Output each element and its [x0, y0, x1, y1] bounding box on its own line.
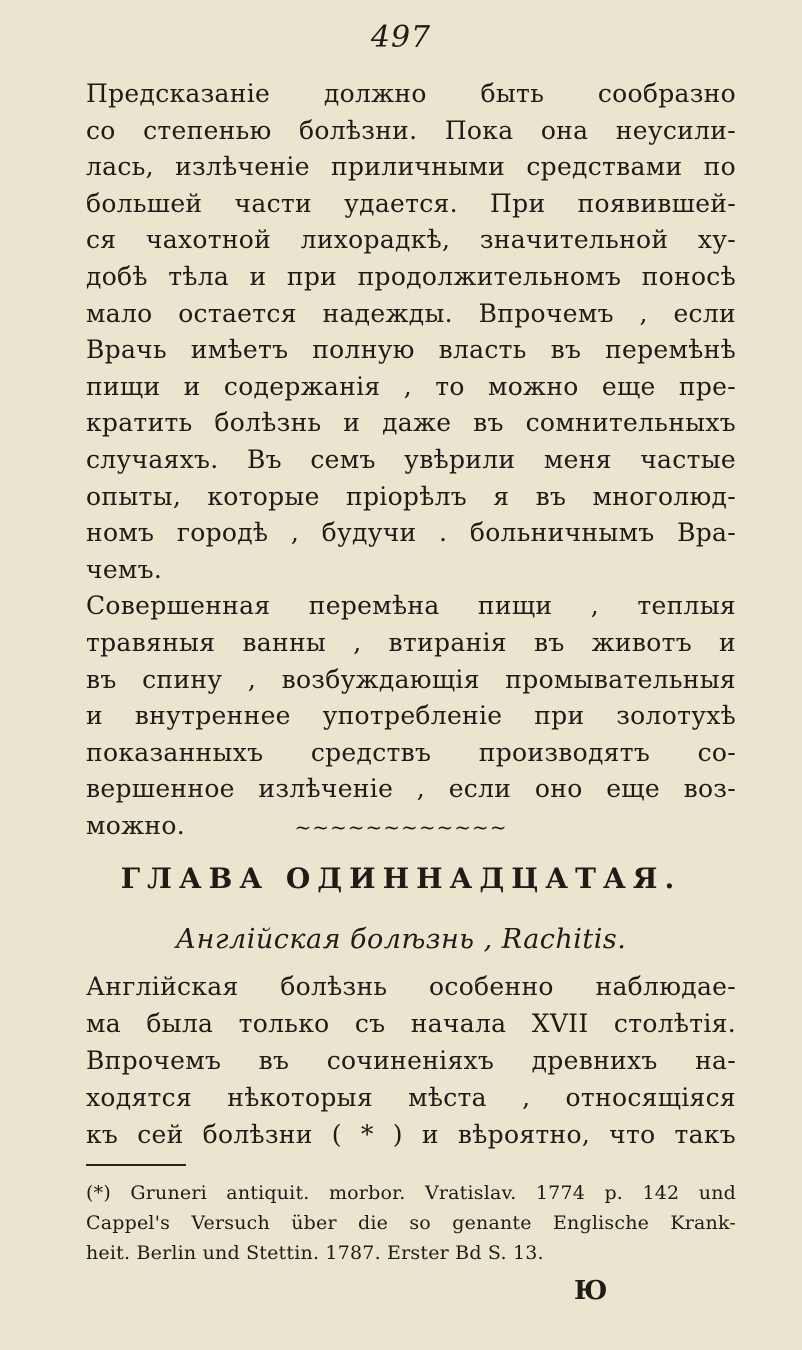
- text-line: Врачь имѣетъ полную власть въ перемѣнѣ: [86, 335, 736, 365]
- footnote-line: heit. Berlin und Stettin. 1787. Erster Bd S. 13.: [86, 1242, 544, 1264]
- paragraph-prognosis: [86, 76, 736, 588]
- section-divider: ~~~~~~~~~~~~: [294, 815, 508, 839]
- footnote-rule: [86, 1164, 186, 1166]
- chapter-heading: ГЛАВА ОДИННАДЦАТАЯ.: [120, 862, 682, 895]
- footnote-line: Cappel's Versuch über die so genante Englische Krank-: [86, 1212, 736, 1234]
- body-text: [86, 76, 736, 844]
- text-line: номъ городѣ , будучи . больничнымъ Вра-: [86, 518, 736, 548]
- chapter-body-text: [86, 968, 736, 1153]
- text-line: къ сей болѣзни ( * ) и вѣроятно, что такъ: [86, 1120, 736, 1149]
- text-line: показанныхъ средствъ производятъ со-: [86, 737, 736, 767]
- text-line: Впрочемъ въ сочиненіяхъ древнихъ на-: [86, 1046, 736, 1075]
- text-line: ма была только съ начала XVII столѣтія.: [86, 1009, 736, 1038]
- catchword: Ю: [574, 1276, 608, 1306]
- text-line: со степенью болѣзни. Пока она неусили-: [86, 115, 736, 145]
- text-line: Совершенная перемѣна пищи , теплыя: [86, 591, 736, 621]
- text-line: травяныя ванны , втиранія въ животъ и: [86, 627, 736, 657]
- text-line: большей части удается. При появившей-: [86, 188, 736, 218]
- paragraph-history: [86, 968, 736, 1042]
- text-line: Предсказаніе должно быть сообразно: [86, 79, 736, 108]
- text-line: и внутреннее употребленіе при золотухѣ: [86, 701, 736, 731]
- footnote-line: (*) Gruneri antiquit. morbor. Vratislav. 1774 p. 142 und: [86, 1182, 736, 1204]
- paragraph-ancient-writings: [86, 1042, 736, 1153]
- text-line: лась, излѣченіе приличными средствами по: [86, 152, 736, 182]
- text-line: добѣ тѣла и при продолжительномъ поносѣ: [86, 261, 736, 291]
- page-number: 497: [370, 20, 432, 55]
- text-line: кратить болѣзнь и даже въ сомнительныхъ: [86, 408, 736, 438]
- text-line: случаяхъ. Въ семъ увѣрили меня частые: [86, 444, 736, 474]
- footnote: [86, 1178, 736, 1268]
- chapter-subtitle: Англійская болѣзнь , Rachitis.: [175, 924, 627, 955]
- text-line: можно.: [86, 810, 185, 840]
- text-line: Англійская болѣзнь особенно наблюдае-: [86, 972, 736, 1001]
- text-line: ся чахотной лихорадкѣ, значительной ху-: [86, 225, 736, 255]
- text-line: чемъ.: [86, 554, 163, 584]
- text-line: ходятся нѣкоторыя мѣста , относящіяся: [86, 1083, 736, 1112]
- text-line: вершенное излѣченіе , если оно еще воз-: [86, 774, 736, 804]
- text-line: опыты, которые пріорѣлъ я въ многолюд-: [86, 481, 736, 511]
- text-line: мало остается надежды. Впрочемъ , если: [86, 298, 736, 328]
- text-line: пищи и содержанія , то можно еще пре-: [86, 371, 736, 401]
- text-line: въ спину , возбуждающія промывательныя: [86, 664, 736, 694]
- paragraph-treatment: [86, 588, 736, 844]
